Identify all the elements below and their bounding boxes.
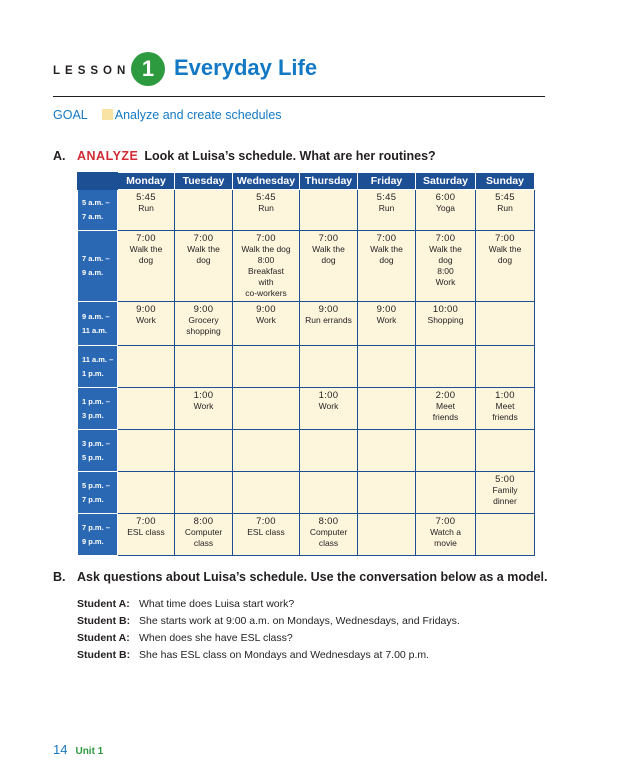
schedule-cell — [476, 514, 535, 556]
event-time: 7:00 — [495, 233, 515, 244]
event-text: Work — [193, 401, 214, 411]
schedule-cell — [358, 430, 416, 472]
schedule-table — [77, 172, 535, 556]
event-time: 5:45 — [495, 192, 515, 203]
schedule-cell — [118, 231, 175, 302]
schedule-row — [78, 388, 535, 430]
schedule-cell — [118, 388, 175, 430]
goal-label: GOAL — [53, 108, 88, 122]
schedule-cell — [233, 388, 300, 430]
schedule-cell — [358, 388, 416, 430]
time-slot-end: 9 a.m. — [82, 268, 104, 277]
schedule-cell — [476, 388, 535, 430]
day-header: Thursday — [300, 173, 358, 190]
schedule-cell — [175, 388, 233, 430]
schedule-cell — [118, 514, 175, 556]
event-text: Family dinner — [492, 485, 518, 506]
schedule-cell — [175, 430, 233, 472]
event-time: 7:00 — [376, 233, 397, 244]
section-a-heading — [53, 149, 436, 163]
time-slot-start: 7 p.m. – — [82, 522, 110, 532]
event-text: Run — [497, 203, 513, 213]
schedule-cell — [118, 346, 175, 388]
time-slot — [78, 388, 118, 430]
goal-text: Analyze and create schedules — [114, 108, 282, 122]
event-text: Walk the dog 8:00 Breakfast with co-workers — [241, 244, 291, 298]
event-text: ESL class — [127, 527, 165, 537]
event-time: 9:00 — [318, 304, 339, 315]
schedule-cell — [416, 388, 476, 430]
section-a-instruction: Look at Luisa’s schedule. What are her routines? — [144, 149, 436, 163]
schedule-cell — [300, 190, 358, 231]
dialogue-line — [77, 649, 460, 666]
time-slot — [78, 514, 118, 556]
schedule-cell — [233, 472, 300, 514]
speaker-label: Student A: — [77, 598, 130, 610]
schedule-row — [78, 302, 535, 346]
schedule-cell — [175, 231, 233, 302]
schedule-row — [78, 231, 535, 302]
schedule-cell — [476, 430, 535, 472]
time-slot-start: 7 a.m. – — [82, 254, 110, 263]
day-header: Saturday — [416, 173, 476, 190]
event-time: 7:00 — [256, 233, 276, 244]
event-text: Shopping — [427, 315, 464, 325]
time-slot-start: 5 a.m. – — [82, 198, 110, 207]
dialogue-text: What time does Luisa start work? — [139, 598, 295, 610]
schedule-cell — [175, 302, 233, 346]
schedule-cell — [416, 514, 476, 556]
time-slot-start: 1 p.m. – — [82, 396, 110, 406]
model-conversation — [77, 598, 460, 666]
time-slot — [78, 302, 118, 346]
schedule-cell — [358, 190, 416, 231]
lesson-header — [53, 52, 545, 98]
time-slot-end: 5 p.m. — [82, 452, 104, 462]
event-time: 6:00 — [435, 192, 456, 203]
day-header: Wednesday — [233, 173, 300, 190]
dialogue-text: She has ESL class on Mondays and Wednesdays at 7.00 p.m. — [139, 649, 430, 661]
speaker-label: Student B: — [77, 615, 131, 627]
event-text: Computer class — [184, 527, 223, 548]
event-time: 7:00 — [256, 516, 276, 527]
event-time: 7:00 — [318, 233, 339, 244]
unit-label: Unit 1 — [75, 746, 104, 757]
event-text: Work — [256, 315, 276, 325]
schedule-cell — [233, 302, 300, 346]
schedule-cell — [233, 231, 300, 302]
schedule-cell — [300, 514, 358, 556]
event-time: 5:45 — [376, 192, 397, 203]
event-text: Yoga — [435, 203, 456, 213]
event-text: Work — [376, 315, 397, 325]
event-time: 7:00 — [193, 233, 214, 244]
speaker-label: Student A: — [77, 632, 130, 644]
time-slot-start: 9 a.m. – — [82, 311, 110, 321]
section-a-letter: A. — [53, 149, 66, 163]
time-slot-start: 3 p.m. – — [82, 438, 110, 448]
section-b-heading — [53, 570, 548, 584]
event-text: Work — [318, 401, 339, 411]
time-slot-end: 9 p.m. — [82, 536, 104, 546]
event-text: ESL class — [247, 527, 285, 537]
day-header: Tuesday — [175, 173, 233, 190]
event-time: 7:00 — [435, 516, 456, 527]
time-slot — [78, 231, 118, 302]
schedule-cell — [416, 231, 476, 302]
time-slot-end: 3 p.m. — [82, 410, 104, 420]
goal-line — [53, 108, 282, 122]
schedule-row — [78, 190, 535, 231]
schedule-cell — [416, 190, 476, 231]
page-footer — [53, 742, 103, 757]
schedule-cell — [300, 231, 358, 302]
schedule-cell — [233, 430, 300, 472]
time-slot-end: 7 p.m. — [82, 494, 104, 504]
schedule-cell — [233, 514, 300, 556]
speaker-label: Student B: — [77, 649, 131, 661]
event-time: 1:00 — [495, 390, 515, 401]
schedule-cell — [476, 346, 535, 388]
event-text: Meet friends — [492, 401, 518, 422]
page-number: 14 — [53, 742, 68, 757]
schedule-cell — [358, 231, 416, 302]
lesson-title: Everyday Life — [174, 55, 318, 80]
section-b-letter: B. — [53, 570, 66, 584]
event-text: Computer class — [309, 527, 348, 548]
schedule-cell — [358, 302, 416, 346]
event-time: 8:00 — [193, 516, 214, 527]
schedule-cell — [358, 346, 416, 388]
schedule-cell — [416, 430, 476, 472]
dialogue-text: She starts work at 9:00 a.m. on Mondays, Wednesdays, and Fridays. — [139, 615, 460, 627]
schedule-cell — [300, 302, 358, 346]
dialogue-line — [77, 615, 460, 632]
schedule-cell — [416, 302, 476, 346]
event-time: 9:00 — [376, 304, 397, 315]
event-time: 5:45 — [136, 192, 156, 203]
event-time: 10:00 — [432, 304, 459, 315]
schedule-cell — [416, 346, 476, 388]
schedule-cell — [118, 430, 175, 472]
schedule-row — [78, 430, 535, 472]
schedule-corner — [78, 173, 118, 190]
schedule-cell — [233, 346, 300, 388]
dialogue-line — [77, 632, 460, 649]
schedule-row — [78, 514, 535, 556]
schedule-header-row — [78, 173, 535, 190]
event-text: Walk the dog 8:00 Work — [429, 244, 462, 287]
time-slot-end: 7 a.m. — [82, 212, 104, 221]
dialogue-line — [77, 598, 460, 615]
event-text: Run errands — [305, 315, 352, 325]
time-slot-start: 5 p.m. – — [82, 480, 110, 490]
event-text: Run — [258, 203, 274, 213]
time-slot — [78, 430, 118, 472]
schedule-row — [78, 472, 535, 514]
time-slot — [78, 472, 118, 514]
schedule-cell — [358, 514, 416, 556]
event-text: Walk the dog — [312, 244, 345, 265]
schedule-row — [78, 346, 535, 388]
schedule-cell — [476, 302, 535, 346]
event-time: 9:00 — [136, 304, 156, 315]
schedule-cell — [476, 472, 535, 514]
schedule-cell — [118, 190, 175, 231]
lesson-label: LESSON — [53, 65, 131, 77]
event-time: 1:00 — [318, 390, 339, 401]
schedule-cell — [118, 472, 175, 514]
schedule-cell — [416, 472, 476, 514]
schedule-cell — [118, 302, 175, 346]
event-text: Walk the dog — [370, 244, 403, 265]
event-text: Run — [138, 203, 154, 213]
schedule-cell — [233, 190, 300, 231]
day-header: Friday — [358, 173, 416, 190]
schedule-cell — [300, 388, 358, 430]
event-time: 7:00 — [435, 233, 456, 244]
schedule-cell — [358, 472, 416, 514]
time-slot — [78, 346, 118, 388]
goal-swatch-icon — [102, 109, 113, 120]
dialogue-text: When does she have ESL class? — [139, 632, 293, 644]
event-time: 9:00 — [256, 304, 276, 315]
schedule-cell — [476, 231, 535, 302]
time-slot-end: 1 p.m. — [82, 368, 104, 378]
event-text: Grocery shopping — [186, 315, 221, 336]
time-slot — [78, 190, 118, 231]
event-time: 9:00 — [193, 304, 214, 315]
schedule-cell — [175, 190, 233, 231]
time-slot-end: 11 a.m. — [82, 325, 108, 335]
event-text: Watch a movie — [430, 527, 461, 548]
event-time: 1:00 — [193, 390, 214, 401]
event-time: 2:00 — [435, 390, 456, 401]
schedule-cell — [175, 472, 233, 514]
section-b-instruction: Ask questions about Luisa’s schedule. Use the conversation below as a model. — [77, 570, 548, 584]
event-text: Walk the dog — [187, 244, 220, 265]
event-text: Walk the dog — [129, 244, 163, 265]
header-divider — [53, 96, 545, 97]
schedule-cell — [175, 346, 233, 388]
event-time: 5:45 — [256, 192, 276, 203]
lesson-number-badge: 1 — [131, 52, 165, 86]
schedule-cell — [476, 190, 535, 231]
day-header: Sunday — [476, 173, 535, 190]
event-time: 7:00 — [136, 516, 156, 527]
event-time: 5:00 — [495, 474, 515, 485]
event-text: Work — [136, 315, 156, 325]
day-header: Monday — [118, 173, 175, 190]
schedule-cell — [300, 346, 358, 388]
analyze-keyword: ANALYZE — [77, 149, 139, 163]
time-slot-start: 11 a.m. – — [82, 354, 114, 364]
event-text: Walk the dog — [488, 244, 522, 265]
event-text: Meet friends — [432, 401, 459, 422]
schedule-cell — [300, 430, 358, 472]
event-text: Run — [378, 203, 395, 213]
event-time: 8:00 — [318, 516, 339, 527]
event-time: 7:00 — [136, 233, 156, 244]
schedule-cell — [300, 472, 358, 514]
schedule-cell — [175, 514, 233, 556]
